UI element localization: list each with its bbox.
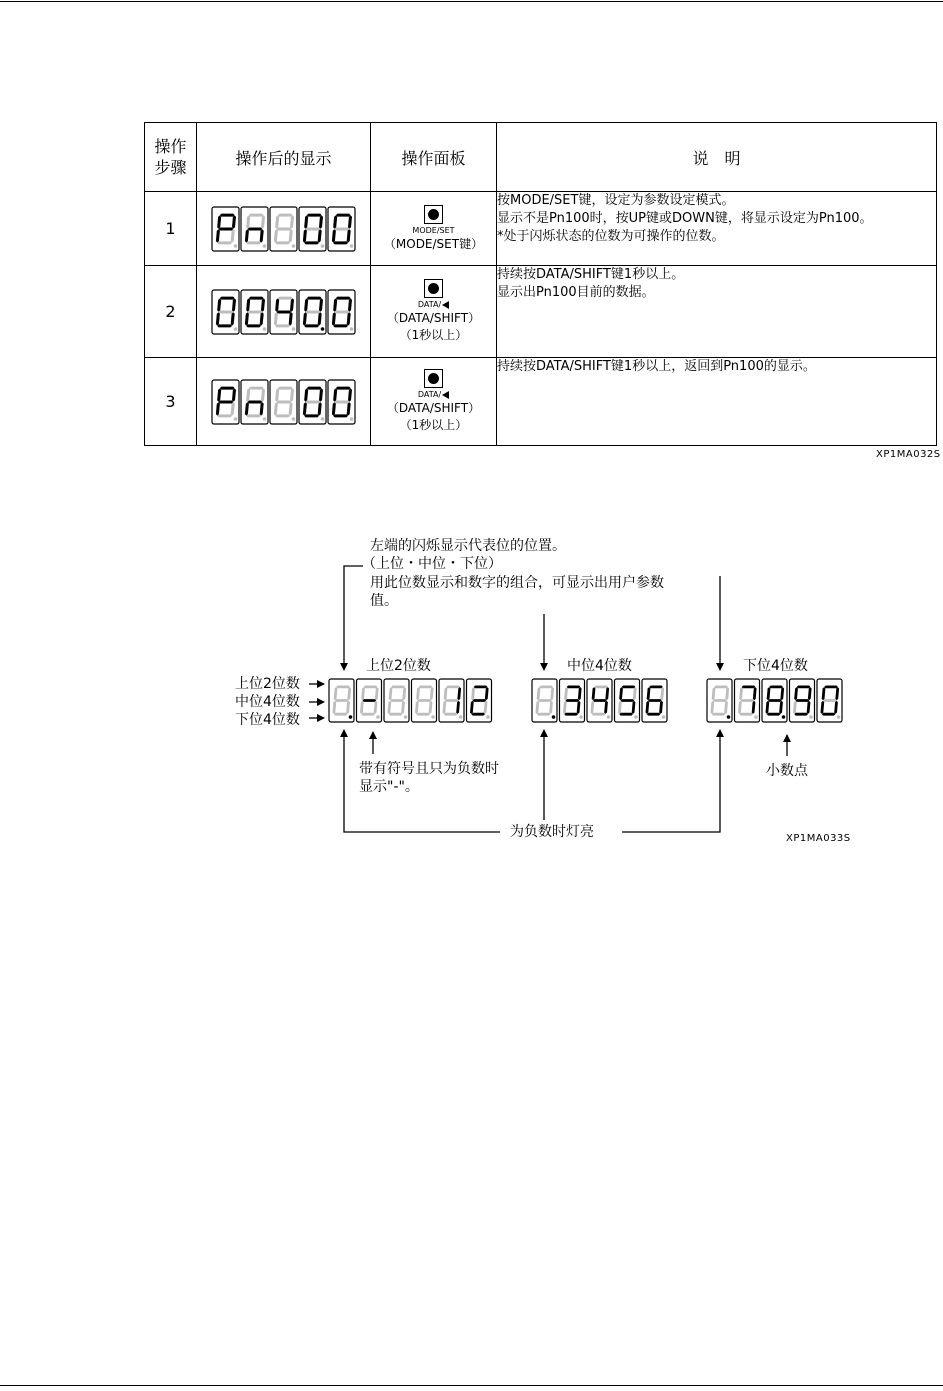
segment bbox=[780, 687, 784, 700]
decimal-point bbox=[234, 244, 238, 248]
segment bbox=[767, 713, 781, 716]
note-line: （上位・中位・下位） bbox=[362, 556, 502, 572]
decimal-point bbox=[552, 715, 556, 719]
segment bbox=[766, 701, 770, 714]
segment bbox=[217, 324, 232, 327]
decimal-point bbox=[321, 417, 325, 421]
digit-frame bbox=[467, 679, 492, 722]
segment bbox=[334, 687, 338, 700]
panel-text: （DATA/SHIFT） bbox=[386, 311, 481, 325]
segment bbox=[249, 213, 264, 216]
segment bbox=[304, 414, 319, 417]
segment bbox=[347, 687, 351, 700]
note-line: 左端的闪烁显示代表位的位置。 bbox=[370, 538, 566, 554]
segment bbox=[418, 699, 432, 702]
segment bbox=[333, 701, 337, 714]
left-arrow-icon bbox=[442, 391, 449, 399]
sign-note-line: 显示"-"。 bbox=[359, 779, 419, 795]
segment bbox=[278, 386, 293, 389]
digit-frame bbox=[384, 679, 409, 722]
segment bbox=[402, 687, 406, 700]
segment bbox=[456, 701, 460, 714]
decimal-point bbox=[459, 715, 463, 719]
side-label-lower: 下位4位数 bbox=[235, 712, 300, 728]
led-display bbox=[197, 192, 371, 266]
segment bbox=[660, 687, 664, 700]
key-label: DATA/ bbox=[371, 300, 496, 310]
description bbox=[497, 266, 937, 358]
seven-segment-display bbox=[210, 378, 357, 426]
digit-frame bbox=[642, 679, 667, 722]
segment bbox=[793, 701, 797, 714]
segment bbox=[646, 701, 650, 714]
operation-panel bbox=[371, 358, 497, 446]
segment bbox=[604, 701, 608, 714]
segment bbox=[593, 699, 607, 702]
segment bbox=[217, 241, 232, 244]
segment bbox=[577, 701, 581, 714]
data-shift-button-icon bbox=[424, 369, 443, 388]
header-rule bbox=[0, 1, 943, 2]
decimal-point bbox=[263, 417, 267, 421]
decimal-point bbox=[404, 715, 408, 719]
segment bbox=[739, 687, 743, 700]
segment bbox=[429, 701, 433, 714]
segment bbox=[334, 713, 348, 716]
segment bbox=[633, 687, 637, 700]
segment bbox=[306, 400, 321, 403]
segment bbox=[278, 213, 293, 216]
digit-frame bbox=[412, 679, 437, 722]
segment bbox=[473, 699, 487, 702]
segment bbox=[275, 414, 290, 417]
segment bbox=[741, 699, 755, 702]
group-label-lower: 下位4位数 bbox=[743, 658, 808, 674]
decimal-point bbox=[376, 715, 380, 719]
segment bbox=[336, 213, 351, 216]
footer-rule bbox=[0, 1385, 943, 1386]
digit-frame bbox=[357, 679, 382, 722]
segment bbox=[725, 687, 729, 700]
segment bbox=[619, 687, 623, 700]
segment bbox=[361, 713, 375, 716]
segment bbox=[712, 713, 726, 716]
panel-text: （1秒以上） bbox=[399, 328, 468, 342]
segment bbox=[794, 687, 798, 700]
segment bbox=[275, 241, 290, 244]
negative-lamp-note: 为负数时灯亮 bbox=[510, 824, 594, 840]
digit-frame bbox=[707, 679, 732, 722]
segment bbox=[550, 687, 554, 700]
segment bbox=[822, 687, 826, 700]
segment bbox=[647, 687, 651, 700]
segment bbox=[713, 699, 727, 702]
segment bbox=[390, 699, 404, 702]
segment bbox=[220, 386, 235, 389]
segment bbox=[248, 227, 263, 230]
led-display bbox=[197, 358, 371, 446]
segment bbox=[336, 686, 350, 689]
segment bbox=[566, 699, 580, 702]
sign-note-line: 带有符号且只为负数时 bbox=[359, 761, 499, 777]
segment bbox=[304, 241, 319, 244]
segment bbox=[797, 686, 811, 689]
segment bbox=[335, 227, 350, 230]
group-label-middle: 中位4位数 bbox=[567, 658, 632, 674]
decimal-point bbox=[234, 327, 238, 331]
segment bbox=[649, 686, 663, 689]
figure-caption: XP1MA033S bbox=[786, 833, 851, 844]
description-line: *处于闪烁状态的位数为可操作的位数。 bbox=[497, 229, 725, 244]
led-display bbox=[197, 266, 371, 358]
segment bbox=[217, 414, 232, 417]
segment bbox=[277, 227, 292, 230]
segment bbox=[336, 296, 351, 299]
segment bbox=[712, 687, 716, 700]
segment bbox=[594, 686, 608, 689]
digit-frame bbox=[817, 679, 842, 722]
segment bbox=[307, 386, 322, 389]
decimal-point bbox=[350, 327, 354, 331]
header-description: 说 明 bbox=[497, 123, 937, 192]
segment bbox=[834, 701, 838, 714]
decimal-point bbox=[809, 715, 813, 719]
digit-frame bbox=[329, 679, 354, 722]
digit-frame bbox=[587, 679, 612, 722]
note-line: 值。 bbox=[370, 593, 398, 609]
segment bbox=[306, 227, 321, 230]
segment bbox=[363, 699, 377, 702]
segment bbox=[416, 687, 420, 700]
decimal-point bbox=[579, 715, 583, 719]
segment bbox=[738, 701, 742, 714]
segment bbox=[389, 687, 393, 700]
decimal-point bbox=[837, 715, 841, 719]
segment bbox=[470, 701, 474, 714]
segment bbox=[753, 687, 757, 700]
digit-frame bbox=[735, 679, 760, 722]
operation-table bbox=[144, 122, 937, 446]
segment bbox=[361, 687, 365, 700]
segment bbox=[485, 687, 489, 700]
left-arrow-icon bbox=[442, 301, 449, 309]
segment bbox=[539, 686, 553, 689]
led-display-value bbox=[197, 378, 370, 426]
decimal-point bbox=[292, 244, 296, 248]
digit-frame bbox=[439, 679, 464, 722]
group-label-upper: 上位2位数 bbox=[366, 658, 431, 674]
segment bbox=[307, 213, 322, 216]
table-row bbox=[145, 192, 937, 266]
segment bbox=[219, 400, 234, 403]
description-line: 按MODE/SET键，设定为参数设定模式。 bbox=[497, 193, 735, 208]
note-line: 用此位数显示和数字的组合，可显示出用户参数 bbox=[370, 575, 664, 591]
segment bbox=[724, 701, 728, 714]
segment bbox=[711, 701, 715, 714]
segment bbox=[416, 713, 430, 716]
segment bbox=[220, 213, 235, 216]
digit-frame bbox=[532, 679, 557, 722]
segment bbox=[246, 414, 261, 417]
segment bbox=[415, 701, 419, 714]
segment bbox=[219, 227, 234, 230]
segment bbox=[375, 687, 379, 700]
segment bbox=[647, 713, 661, 716]
segment bbox=[364, 686, 378, 689]
segment bbox=[822, 713, 836, 716]
segment bbox=[346, 701, 350, 714]
digit-frame bbox=[615, 679, 640, 722]
led-display-value bbox=[197, 205, 370, 253]
segment bbox=[578, 687, 582, 700]
segment bbox=[446, 686, 460, 689]
segment bbox=[333, 241, 348, 244]
key-label: DATA/ bbox=[371, 390, 496, 400]
segment bbox=[335, 699, 349, 702]
segment bbox=[537, 687, 541, 700]
segment bbox=[648, 699, 662, 702]
segment bbox=[567, 686, 581, 689]
segment bbox=[278, 296, 293, 299]
header-panel: 操作面板 bbox=[371, 123, 497, 192]
table-header-row bbox=[145, 123, 937, 192]
segment bbox=[277, 400, 292, 403]
segment bbox=[835, 687, 839, 700]
step-number: 2 bbox=[145, 266, 197, 358]
segment bbox=[220, 296, 235, 299]
segment bbox=[445, 699, 459, 702]
segment bbox=[333, 324, 348, 327]
segment bbox=[249, 296, 264, 299]
segment bbox=[471, 687, 475, 700]
header-step: 操作 步骤 bbox=[145, 123, 197, 192]
segment bbox=[248, 400, 263, 403]
segment bbox=[457, 687, 461, 700]
decimal-point bbox=[292, 327, 296, 331]
segment bbox=[807, 701, 811, 714]
segment bbox=[619, 713, 633, 716]
leader-line bbox=[622, 730, 720, 832]
segment bbox=[471, 713, 485, 716]
segment bbox=[246, 324, 261, 327]
decimal-point bbox=[350, 417, 354, 421]
segment bbox=[621, 699, 635, 702]
seven-segment-display bbox=[210, 205, 357, 253]
leader-line bbox=[344, 566, 363, 670]
decimal-point bbox=[321, 244, 325, 248]
segment bbox=[632, 701, 636, 714]
segment bbox=[564, 713, 578, 716]
key-label: MODE/SET bbox=[412, 225, 455, 235]
segment bbox=[592, 713, 606, 716]
decimal-point bbox=[349, 715, 353, 719]
segment bbox=[592, 687, 596, 700]
segment bbox=[767, 687, 771, 700]
side-label-upper: 上位2位数 bbox=[235, 676, 300, 692]
segment bbox=[277, 310, 292, 313]
segment bbox=[443, 701, 447, 714]
operation-panel bbox=[371, 192, 497, 266]
segment bbox=[249, 386, 264, 389]
led-display-value bbox=[197, 288, 370, 336]
segment bbox=[336, 386, 351, 389]
segment bbox=[307, 296, 322, 299]
segment bbox=[389, 713, 403, 716]
panel-text: （MODE/SET键） bbox=[383, 236, 484, 251]
decimal-point bbox=[431, 715, 435, 719]
table-row bbox=[145, 266, 937, 358]
segment bbox=[333, 414, 348, 417]
decimal-point bbox=[782, 715, 786, 719]
segment bbox=[388, 701, 392, 714]
segment bbox=[444, 687, 448, 700]
description-line: 显示不是Pn100时，按UP键或DOWN键，将显示设定为Pn100。 bbox=[497, 211, 873, 226]
decimal-point bbox=[607, 715, 611, 719]
segment bbox=[430, 687, 434, 700]
decimal-point bbox=[727, 715, 731, 719]
segment bbox=[246, 241, 261, 244]
digit-frame bbox=[560, 679, 585, 722]
decimal-point bbox=[292, 417, 296, 421]
data-shift-button-icon bbox=[424, 279, 443, 298]
decimal-point bbox=[634, 715, 638, 719]
segment bbox=[808, 687, 812, 700]
operation-panel bbox=[371, 266, 497, 358]
description bbox=[497, 358, 937, 446]
segment bbox=[484, 701, 488, 714]
decimal-point bbox=[754, 715, 758, 719]
segment bbox=[563, 701, 567, 714]
segment bbox=[779, 701, 783, 714]
decimal-point bbox=[263, 327, 267, 331]
segment bbox=[335, 310, 350, 313]
panel-text: （DATA/SHIFT） bbox=[386, 401, 481, 415]
decimal-point bbox=[486, 715, 490, 719]
segment bbox=[374, 701, 378, 714]
decimal-point bbox=[263, 244, 267, 248]
segment bbox=[605, 687, 609, 700]
segment bbox=[618, 701, 622, 714]
segment bbox=[335, 400, 350, 403]
segment bbox=[768, 699, 782, 702]
segment bbox=[659, 701, 663, 714]
description-line: 持续按DATA/SHIFT键1秒以上，返回到Pn100的显示。 bbox=[497, 359, 816, 374]
description-line: 持续按DATA/SHIFT键1秒以上。 bbox=[497, 267, 685, 282]
header-display: 操作后的显示 bbox=[197, 123, 371, 192]
digit-frame bbox=[762, 679, 787, 722]
seven-segment-display bbox=[210, 288, 357, 336]
segment bbox=[739, 713, 753, 716]
description-line: 显示出Pn100目前的数据。 bbox=[497, 285, 655, 300]
segment bbox=[564, 687, 568, 700]
description bbox=[497, 192, 937, 266]
side-label-middle: 中位4位数 bbox=[235, 694, 300, 710]
decimal-point-note: 小数点 bbox=[766, 763, 808, 779]
segment bbox=[714, 686, 728, 689]
digit-frame bbox=[790, 679, 815, 722]
decimal-point bbox=[234, 417, 238, 421]
segment bbox=[275, 324, 290, 327]
segment bbox=[752, 701, 756, 714]
segment bbox=[796, 699, 810, 702]
segment bbox=[419, 686, 433, 689]
segment bbox=[360, 701, 364, 714]
decimal-point bbox=[662, 715, 666, 719]
segment bbox=[769, 686, 783, 689]
panel-text: （1秒以上） bbox=[399, 418, 468, 432]
segment bbox=[248, 310, 263, 313]
segment bbox=[537, 713, 551, 716]
segment bbox=[824, 686, 838, 689]
decimal-point bbox=[350, 244, 354, 248]
table-row bbox=[145, 358, 937, 446]
decimal-point bbox=[321, 327, 325, 331]
segment bbox=[304, 324, 319, 327]
segment bbox=[391, 686, 405, 689]
mode-set-button-icon bbox=[424, 205, 443, 224]
segment bbox=[444, 713, 458, 716]
segment bbox=[219, 310, 234, 313]
segment bbox=[591, 701, 595, 714]
segment bbox=[821, 701, 825, 714]
segment bbox=[823, 699, 837, 702]
figure-caption: XP1MA032S bbox=[876, 449, 941, 460]
segment bbox=[622, 686, 636, 689]
segment bbox=[306, 310, 321, 313]
segment bbox=[538, 699, 552, 702]
step-number: 3 bbox=[145, 358, 197, 446]
segment bbox=[401, 701, 405, 714]
segment bbox=[794, 713, 808, 716]
step-number: 1 bbox=[145, 192, 197, 266]
segment bbox=[474, 686, 488, 689]
segment bbox=[549, 701, 553, 714]
segment bbox=[742, 686, 756, 689]
segment bbox=[536, 701, 540, 714]
